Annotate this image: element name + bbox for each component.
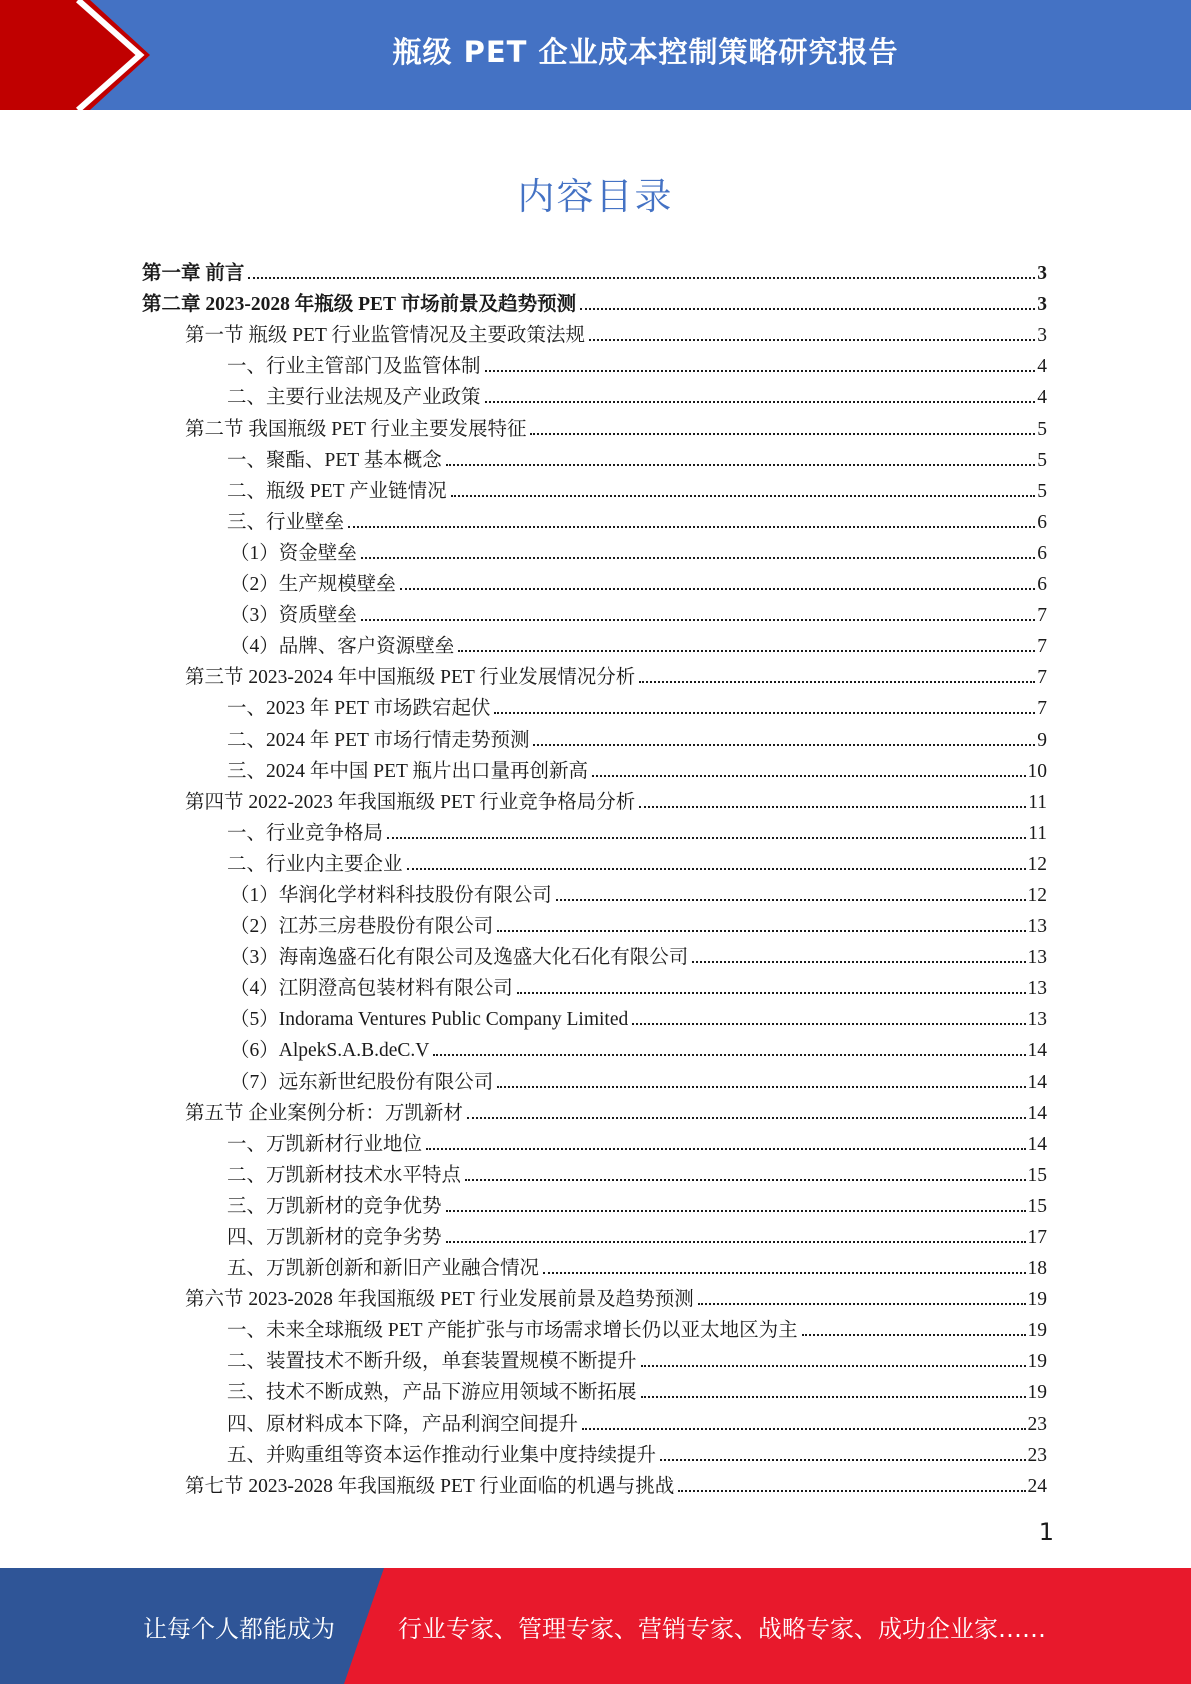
toc-dot-leader xyxy=(451,495,1036,497)
toc-entry-label: （6）AlpekS.A.B.deC.V xyxy=(230,1040,430,1062)
toc-entry-label: 二、万凯新材技术水平特点 xyxy=(227,1164,462,1186)
toc-entry[interactable] xyxy=(142,254,1047,285)
toc-entry-label: 四、原材料成本下降，产品利润空间提升 xyxy=(227,1413,579,1435)
toc-entry[interactable] xyxy=(142,1311,1047,1342)
toc-dot-leader xyxy=(458,650,1035,652)
toc-entry[interactable] xyxy=(142,1436,1047,1467)
toc-dot-leader xyxy=(698,1303,1026,1305)
header-arrow-decoration xyxy=(0,0,160,110)
toc-dot-leader xyxy=(678,1490,1025,1492)
toc-entry-page: 19 xyxy=(1027,1382,1047,1404)
toc-entry[interactable] xyxy=(142,503,1047,534)
toc-entry[interactable] xyxy=(142,1062,1047,1093)
report-header xyxy=(0,0,1191,110)
toc-entry-label: 三、2024 年中国 PET 瓶片出口量再创新高 xyxy=(227,760,588,782)
toc-dot-leader xyxy=(465,1179,1025,1181)
toc-entry[interactable] xyxy=(142,472,1047,503)
toc-entry-label: 一、行业主管部门及监管体制 xyxy=(227,356,481,378)
toc-dot-leader xyxy=(467,1117,1026,1119)
toc-entry-label: 第六节 2023-2028 年我国瓶级 PET 行业发展前景及趋势预测 xyxy=(185,1289,694,1311)
toc-entry-label: 五、并购重组等资本运作推动行业集中度持续提升 xyxy=(227,1444,657,1466)
toc-entry-page: 13 xyxy=(1027,947,1047,969)
toc-entry[interactable] xyxy=(142,1249,1047,1280)
toc-dot-leader xyxy=(592,775,1026,777)
toc-entry[interactable] xyxy=(142,907,1047,938)
toc-entry[interactable] xyxy=(142,285,1047,316)
toc-entry-page: 14 xyxy=(1027,1040,1047,1062)
toc-entry-page: 15 xyxy=(1027,1195,1047,1217)
toc-entry-page: 15 xyxy=(1027,1164,1047,1186)
toc-dot-leader xyxy=(639,681,1035,683)
toc-entry-page: 6 xyxy=(1037,574,1047,596)
toc-entry-page: 3 xyxy=(1037,263,1047,285)
toc-entry-label: （2）生产规模壁垒 xyxy=(230,574,396,596)
toc-entry-label: 二、装置技术不断升级，单套装置规模不断提升 xyxy=(227,1351,637,1373)
toc-entry-label: 二、主要行业法规及产业政策 xyxy=(227,387,481,409)
toc-dot-leader xyxy=(497,930,1025,932)
toc-dot-leader xyxy=(426,1148,1025,1150)
toc-dot-leader xyxy=(556,899,1026,901)
toc-entry[interactable] xyxy=(142,658,1047,689)
toc-entry-page: 23 xyxy=(1027,1413,1047,1435)
footer-slogan-left: 让每个人都能成为 xyxy=(143,1614,335,1643)
toc-entry-label: 第五节 企业案例分析：万凯新材 xyxy=(185,1102,463,1124)
toc-entry-page: 13 xyxy=(1027,1009,1047,1031)
toc-entry-label: 一、聚酯、PET 基本概念 xyxy=(227,449,442,471)
toc-entry[interactable] xyxy=(142,1218,1047,1249)
toc-entry[interactable] xyxy=(142,1404,1047,1435)
toc-entry-label: （3）资质壁垒 xyxy=(230,605,357,627)
toc-entry[interactable] xyxy=(142,316,1047,347)
toc-entry-page: 18 xyxy=(1027,1258,1047,1280)
toc-dot-leader xyxy=(692,961,1025,963)
toc-dot-leader xyxy=(530,433,1035,435)
toc-entry-page: 7 xyxy=(1037,636,1047,658)
toc-entry[interactable] xyxy=(142,534,1047,565)
toc-entry-label: 二、2024 年 PET 市场行情走势预测 xyxy=(227,729,530,751)
toc-dot-leader xyxy=(641,1365,1026,1367)
toc-dot-leader xyxy=(543,1272,1025,1274)
toc-dot-leader xyxy=(361,557,1035,559)
toc-entry-label: 二、瓶级 PET 产业链情况 xyxy=(227,480,447,502)
toc-entry-page: 5 xyxy=(1037,418,1047,440)
toc-entry-label: （4）品牌、客户资源壁垒 xyxy=(230,636,455,658)
toc-entry[interactable] xyxy=(142,1187,1047,1218)
toc-entry[interactable] xyxy=(142,1342,1047,1373)
toc-entry[interactable] xyxy=(142,969,1047,1000)
toc-entry[interactable] xyxy=(142,347,1047,378)
toc-dot-leader xyxy=(494,712,1035,714)
toc-entry-label: （1）资金壁垒 xyxy=(230,542,357,564)
toc-dot-leader xyxy=(485,370,1036,372)
report-title: 瓶级 PET 企业成本控制策略研究报告 xyxy=(392,34,899,69)
footer-slogan-right: 行业专家、管理专家、营销专家、战略专家、成功企业家…… xyxy=(398,1614,1046,1643)
toc-entry-label: 第一章 前言 xyxy=(142,263,245,285)
toc-entry-label: 三、行业壁垒 xyxy=(227,511,345,533)
toc-entry-page: 11 xyxy=(1028,822,1047,844)
toc-entry[interactable] xyxy=(142,409,1047,440)
toc-entry-page: 11 xyxy=(1028,791,1047,813)
toc-entry[interactable] xyxy=(142,1280,1047,1311)
toc-entry-label: （7）远东新世纪股份有限公司 xyxy=(230,1071,494,1093)
toc-entry-label: 三、技术不断成熟，产品下游应用领域不断拓展 xyxy=(227,1382,637,1404)
toc-entry[interactable] xyxy=(142,752,1047,783)
toc-dot-leader xyxy=(248,277,1035,279)
toc-dot-leader xyxy=(400,588,1035,590)
toc-dot-leader xyxy=(407,868,1026,870)
toc-entry-page: 7 xyxy=(1037,698,1047,720)
toc-entry-label: （2）江苏三房巷股份有限公司 xyxy=(230,916,494,938)
toc-entry-label: 第三节 2023-2024 年中国瓶级 PET 行业发展情况分析 xyxy=(185,667,636,689)
toc-entry-label: （5）Indorama Ventures Public Company Limited xyxy=(230,1009,629,1031)
toc-dot-leader xyxy=(580,308,1035,310)
toc-entry-page: 9 xyxy=(1037,729,1047,751)
header-arrow-red xyxy=(0,0,150,110)
toc-entry[interactable] xyxy=(142,565,1047,596)
toc-dot-leader xyxy=(446,1241,1026,1243)
toc-entry-page: 14 xyxy=(1027,1071,1047,1093)
toc-dot-leader xyxy=(632,1023,1025,1025)
table-of-contents xyxy=(142,254,1047,1498)
toc-entry-page: 13 xyxy=(1027,916,1047,938)
toc-entry-page: 6 xyxy=(1037,542,1047,564)
toc-entry-page: 6 xyxy=(1037,511,1047,533)
toc-entry[interactable] xyxy=(142,689,1047,720)
toc-entry[interactable] xyxy=(142,596,1047,627)
toc-entry-label: （4）江阴澄高包装材料有限公司 xyxy=(230,978,513,1000)
toc-entry-page: 5 xyxy=(1037,449,1047,471)
toc-dot-leader xyxy=(485,401,1036,403)
page-number: 1 xyxy=(1038,1518,1054,1546)
toc-entry-label: 第四节 2022-2023 年我国瓶级 PET 行业竞争格局分析 xyxy=(185,791,636,813)
toc-entry[interactable] xyxy=(142,1125,1047,1156)
toc-entry[interactable] xyxy=(142,1467,1047,1498)
toc-entry[interactable] xyxy=(142,627,1047,658)
toc-dot-leader xyxy=(533,744,1035,746)
toc-entry-page: 14 xyxy=(1027,1133,1047,1155)
toc-entry-label: （3）海南逸盛石化有限公司及逸盛大化石化有限公司 xyxy=(230,947,689,969)
toc-heading: 内容目录 xyxy=(517,175,674,218)
toc-entry[interactable] xyxy=(142,1031,1047,1062)
toc-entry[interactable] xyxy=(142,1156,1047,1187)
toc-entry[interactable] xyxy=(142,814,1047,845)
toc-entry[interactable] xyxy=(142,1000,1047,1031)
toc-dot-leader xyxy=(433,1054,1025,1056)
toc-entry-page: 14 xyxy=(1027,1102,1047,1124)
toc-entry-label: 第二节 我国瓶级 PET 行业主要发展特征 xyxy=(185,418,527,440)
toc-entry-label: 一、万凯新材行业地位 xyxy=(227,1133,423,1155)
toc-dot-leader xyxy=(660,1459,1025,1461)
toc-entry-label: 二、行业内主要企业 xyxy=(227,853,403,875)
toc-dot-leader xyxy=(589,339,1035,341)
toc-entry-page: 19 xyxy=(1027,1289,1047,1311)
toc-entry-page: 4 xyxy=(1037,356,1047,378)
toc-dot-leader xyxy=(387,837,1026,839)
toc-entry-page: 17 xyxy=(1027,1227,1047,1248)
toc-dot-leader xyxy=(361,619,1035,621)
toc-dot-leader xyxy=(517,992,1026,994)
toc-entry[interactable] xyxy=(142,441,1047,472)
toc-dot-leader xyxy=(446,1210,1026,1212)
toc-entry-page: 24 xyxy=(1027,1475,1047,1497)
toc-entry-label: 四、万凯新材的竞争劣势 xyxy=(227,1227,442,1248)
toc-entry-label: 第二章 2023-2028 年瓶级 PET 市场前景及趋势预测 xyxy=(142,294,577,316)
toc-entry-page: 23 xyxy=(1027,1444,1047,1466)
toc-entry-label: 第七节 2023-2028 年我国瓶级 PET 行业面临的机遇与挑战 xyxy=(185,1475,675,1497)
toc-entry[interactable] xyxy=(142,845,1047,876)
toc-entry[interactable] xyxy=(142,783,1047,814)
toc-dot-leader xyxy=(641,1396,1026,1398)
toc-entry-label: 一、未来全球瓶级 PET 产能扩张与市场需求增长仍以亚太地区为主 xyxy=(227,1320,798,1342)
toc-entry-page: 5 xyxy=(1037,480,1047,502)
toc-entry-label: 一、行业竞争格局 xyxy=(227,822,384,844)
toc-entry-label: 三、万凯新材的竞争优势 xyxy=(227,1195,442,1217)
toc-entry-page: 3 xyxy=(1037,294,1047,316)
toc-dot-leader xyxy=(802,1334,1026,1336)
toc-entry[interactable] xyxy=(142,1373,1047,1404)
toc-entry-page: 19 xyxy=(1027,1320,1047,1342)
toc-entry-page: 19 xyxy=(1027,1351,1047,1373)
toc-entry-page: 13 xyxy=(1027,978,1047,1000)
toc-entry-page: 12 xyxy=(1027,884,1047,906)
toc-entry[interactable] xyxy=(142,876,1047,907)
toc-entry-label: 一、2023 年 PET 市场跌宕起伏 xyxy=(227,698,491,720)
toc-dot-leader xyxy=(446,464,1036,466)
toc-entry-page: 7 xyxy=(1037,605,1047,627)
toc-entry-label: 五、万凯新创新和新旧产业融合情况 xyxy=(227,1258,540,1280)
toc-dot-leader xyxy=(497,1086,1025,1088)
toc-entry[interactable] xyxy=(142,1094,1047,1125)
toc-entry-label: （1）华润化学材料科技股份有限公司 xyxy=(230,884,552,906)
toc-entry[interactable] xyxy=(142,938,1047,969)
toc-entry[interactable] xyxy=(142,378,1047,409)
toc-entry[interactable] xyxy=(142,720,1047,751)
toc-dot-leader xyxy=(582,1428,1025,1430)
toc-entry-page: 4 xyxy=(1037,387,1047,409)
toc-entry-page: 10 xyxy=(1027,760,1047,782)
toc-entry-page: 7 xyxy=(1037,667,1047,689)
toc-dot-leader xyxy=(348,526,1035,528)
report-footer xyxy=(0,1568,1191,1684)
toc-dot-leader xyxy=(639,806,1026,808)
toc-entry-page: 12 xyxy=(1027,853,1047,875)
toc-entry-page: 3 xyxy=(1037,325,1047,347)
toc-entry-label: 第一节 瓶级 PET 行业监管情况及主要政策法规 xyxy=(185,325,585,347)
